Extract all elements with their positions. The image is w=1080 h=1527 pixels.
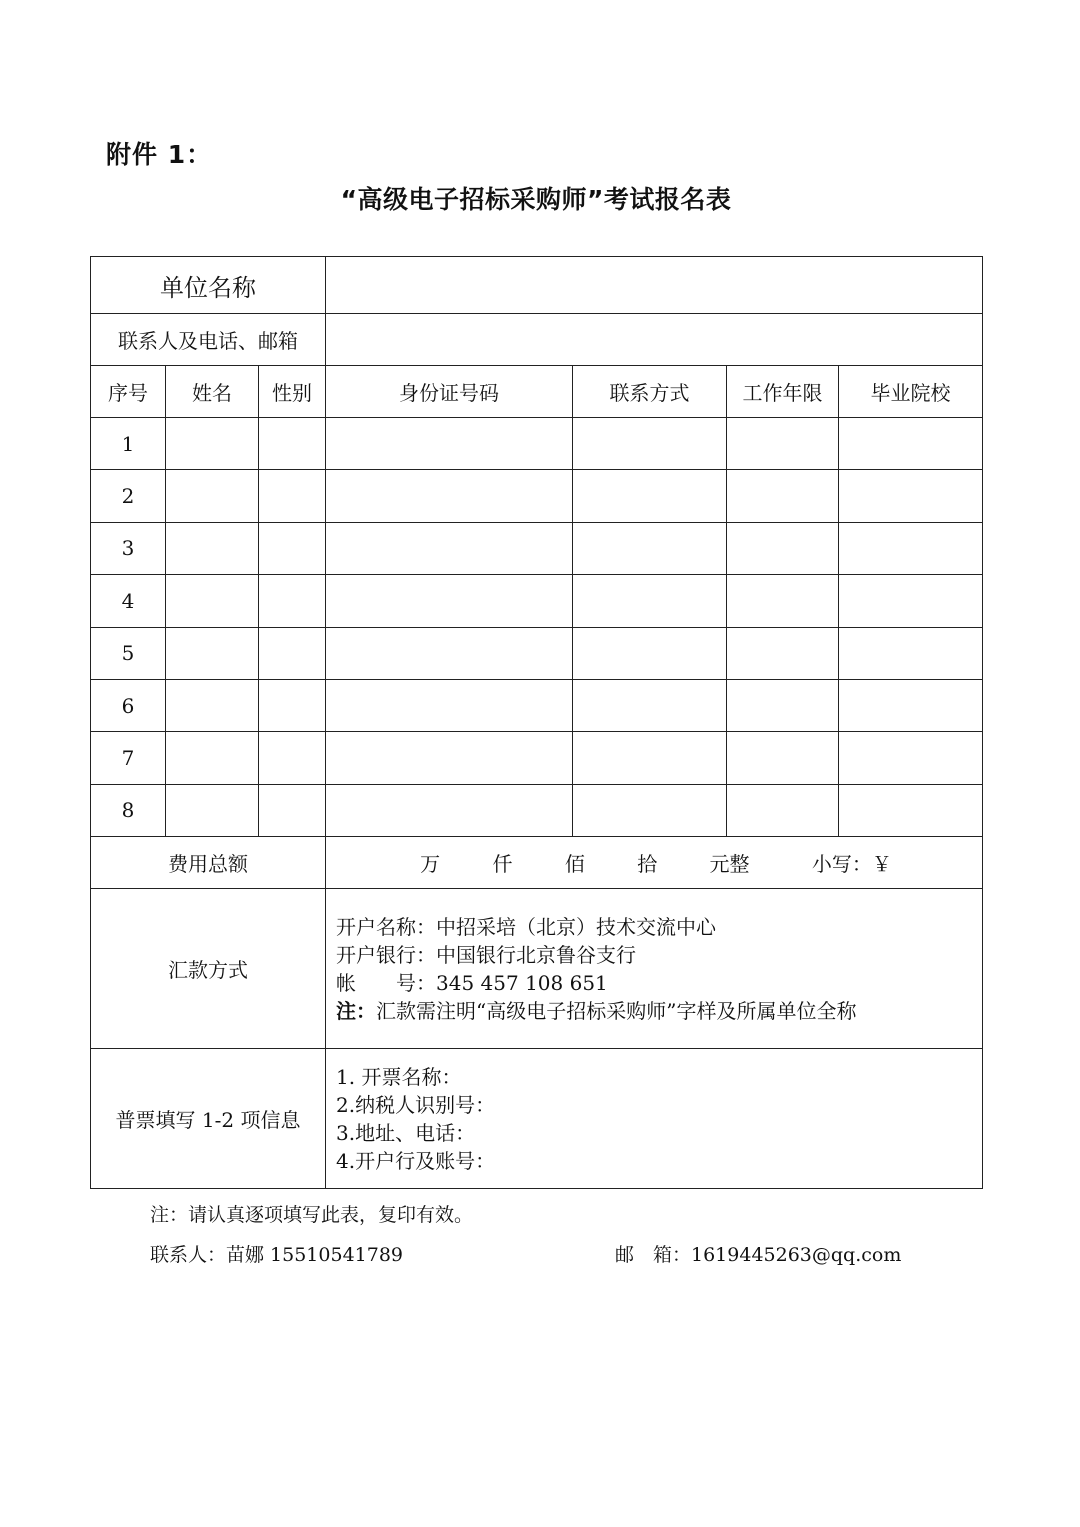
name-cell[interactable]	[166, 418, 259, 470]
invoice-item: 1. 开票名称：	[336, 1064, 462, 1089]
gender-cell[interactable]	[259, 732, 326, 784]
invoice-row	[91, 1049, 983, 1189]
remit-note	[336, 997, 982, 1025]
fee-unit-shi: 拾	[637, 852, 658, 877]
footer-email: 邮 箱：1619445263@qq.com	[615, 1244, 902, 1266]
contact-cell[interactable]	[573, 679, 727, 731]
id-number-cell[interactable]	[326, 627, 573, 679]
form-title: “高级电子招标采购师”考试报名表	[340, 185, 732, 214]
row-index: 7	[91, 732, 166, 784]
id-number-cell[interactable]	[326, 732, 573, 784]
remit-bank: 开户银行：中国银行北京鲁谷支行	[336, 942, 637, 967]
column-header-row	[91, 366, 983, 418]
school-cell[interactable]	[839, 732, 983, 784]
school-cell[interactable]	[839, 627, 983, 679]
invoice-item: 3.地址、电话：	[336, 1120, 476, 1145]
gender-cell[interactable]	[259, 784, 326, 836]
fee-unit-qian: 仟	[492, 852, 513, 877]
name-cell[interactable]	[166, 575, 259, 627]
gender-cell[interactable]	[259, 418, 326, 470]
row-index: 1	[91, 418, 166, 470]
name-cell[interactable]	[166, 679, 259, 731]
row-index: 4	[91, 575, 166, 627]
unit-row	[91, 257, 983, 314]
table-row	[91, 575, 983, 627]
invoice-label: 普票填写 1-2 项信息	[91, 1049, 326, 1189]
work-years-cell[interactable]	[727, 784, 839, 836]
col-header-index: 序号	[91, 366, 166, 418]
contact-cell[interactable]	[573, 522, 727, 574]
invoice-details[interactable]	[326, 1049, 983, 1189]
fee-unit-bai: 佰	[564, 852, 585, 877]
name-cell[interactable]	[166, 732, 259, 784]
work-years-cell[interactable]	[727, 627, 839, 679]
contact-cell[interactable]	[573, 627, 727, 679]
row-index: 5	[91, 627, 166, 679]
contact-cell[interactable]	[573, 470, 727, 522]
school-cell[interactable]	[839, 784, 983, 836]
unit-name-label: 单位名称	[91, 257, 326, 314]
contact-label: 联系人及电话、邮箱	[91, 314, 326, 366]
col-header-work-years: 工作年限	[727, 366, 839, 418]
school-cell[interactable]	[839, 575, 983, 627]
footer-contact: 联系人：苗娜 15510541789	[150, 1244, 404, 1266]
remit-note-prefix: 注：	[336, 998, 377, 1023]
name-cell[interactable]	[166, 470, 259, 522]
remit-account-name: 开户名称：中招采培（北京）技术交流中心	[336, 914, 717, 939]
fee-row	[91, 837, 983, 889]
contact-field[interactable]	[326, 314, 983, 366]
row-index: 3	[91, 522, 166, 574]
name-cell[interactable]	[166, 627, 259, 679]
fee-lowercase: 小写：￥	[811, 852, 892, 877]
work-years-cell[interactable]	[727, 575, 839, 627]
name-cell[interactable]	[166, 522, 259, 574]
remit-note-text: 汇款需注明“高级电子招标采购师”字样及所属单位全称	[376, 998, 857, 1023]
gender-cell[interactable]	[259, 470, 326, 522]
table-row	[91, 679, 983, 731]
gender-cell[interactable]	[259, 679, 326, 731]
col-header-gender: 性别	[259, 366, 326, 418]
contact-cell[interactable]	[573, 784, 727, 836]
row-index: 6	[91, 679, 166, 731]
table-row	[91, 784, 983, 836]
row-index: 2	[91, 470, 166, 522]
work-years-cell[interactable]	[727, 522, 839, 574]
remit-label: 汇款方式	[91, 889, 326, 1049]
gender-cell[interactable]	[259, 627, 326, 679]
invoice-item: 4.开户行及账号：	[336, 1148, 496, 1173]
name-cell[interactable]	[166, 784, 259, 836]
gender-cell[interactable]	[259, 575, 326, 627]
footer-note: 注：请认真逐项填写此表，复印有效。	[150, 1204, 474, 1226]
col-header-school: 毕业院校	[839, 366, 983, 418]
fee-unit-wan: 万	[420, 852, 441, 877]
table-row	[91, 732, 983, 784]
table-row	[91, 470, 983, 522]
col-header-contact: 联系方式	[573, 366, 727, 418]
contact-cell[interactable]	[573, 575, 727, 627]
contact-cell[interactable]	[573, 732, 727, 784]
registration-form-table	[90, 256, 983, 1189]
id-number-cell[interactable]	[326, 679, 573, 731]
work-years-cell[interactable]	[727, 732, 839, 784]
fee-label: 费用总额	[91, 837, 326, 889]
fee-unit-yuan: 元整	[709, 852, 750, 877]
invoice-item: 2.纳税人识别号：	[336, 1092, 496, 1117]
gender-cell[interactable]	[259, 522, 326, 574]
contact-cell[interactable]	[573, 418, 727, 470]
table-row	[91, 418, 983, 470]
remit-account-number: 帐 号：345 457 108 651	[336, 970, 608, 995]
work-years-cell[interactable]	[727, 418, 839, 470]
id-number-cell[interactable]	[326, 784, 573, 836]
school-cell[interactable]	[839, 679, 983, 731]
table-row	[91, 522, 983, 574]
work-years-cell[interactable]	[727, 679, 839, 731]
remit-details	[326, 889, 983, 1049]
id-number-cell[interactable]	[326, 418, 573, 470]
remit-row	[91, 889, 983, 1049]
col-header-name: 姓名	[166, 366, 259, 418]
id-number-cell[interactable]	[326, 470, 573, 522]
attachment-label: 附件 1：	[106, 140, 213, 169]
col-header-id-number: 身份证号码	[326, 366, 573, 418]
contact-row	[91, 314, 983, 366]
id-number-cell[interactable]	[326, 575, 573, 627]
table-row	[91, 627, 983, 679]
id-number-cell[interactable]	[326, 522, 573, 574]
school-cell[interactable]	[839, 522, 983, 574]
school-cell[interactable]	[839, 470, 983, 522]
work-years-cell[interactable]	[727, 470, 839, 522]
fee-amount-field[interactable]	[326, 837, 983, 889]
row-index: 8	[91, 784, 166, 836]
school-cell[interactable]	[839, 418, 983, 470]
unit-name-field[interactable]	[326, 257, 983, 314]
